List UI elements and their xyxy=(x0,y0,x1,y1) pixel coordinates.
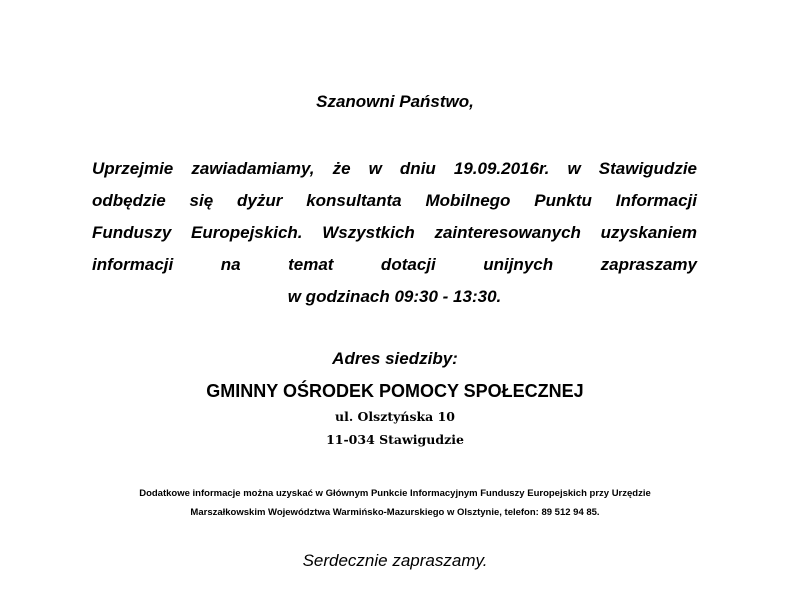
body-line-hours: w godzinach 09:30 - 13:30. xyxy=(287,287,502,306)
street-address: ul. Olsztyńska 10 xyxy=(335,409,455,424)
address-heading: Adres siedziby: xyxy=(332,349,458,368)
closing-line: Serdecznie zapraszamy. xyxy=(302,551,488,570)
info-line: Dodatkowe informacje można uzyskać w Głównym Punkcie Informacyjnym Funduszy Europejskich przy Urzędzie xyxy=(139,488,651,499)
organization-name: GMINNY OŚRODEK POMOCY SPOŁECZNEJ xyxy=(206,381,584,401)
body-line: informacji na temat dotacji unijnych zapraszamy xyxy=(92,255,697,274)
additional-info xyxy=(0,484,790,522)
body-line: odbędzie się dyżur konsultanta Mobilnego Punktu Informacji xyxy=(92,191,697,210)
body-line: Uprzejmie zawiadamiamy, że w dniu 19.09.2016r. w Stawigudzie xyxy=(92,159,697,178)
announcement-body xyxy=(92,153,697,313)
info-line: Marszałkowskim Województwa Warmińsko-Mazurskiego w Olsztynie, telefon: 89 512 94 85. xyxy=(190,507,600,518)
postal-city: 11-034 Stawigudzie xyxy=(326,432,464,447)
greeting: Szanowni Państwo, xyxy=(316,92,474,111)
body-line: Funduszy Europejskich. Wszystkich zainteresowanych uzyskaniem xyxy=(92,223,697,242)
